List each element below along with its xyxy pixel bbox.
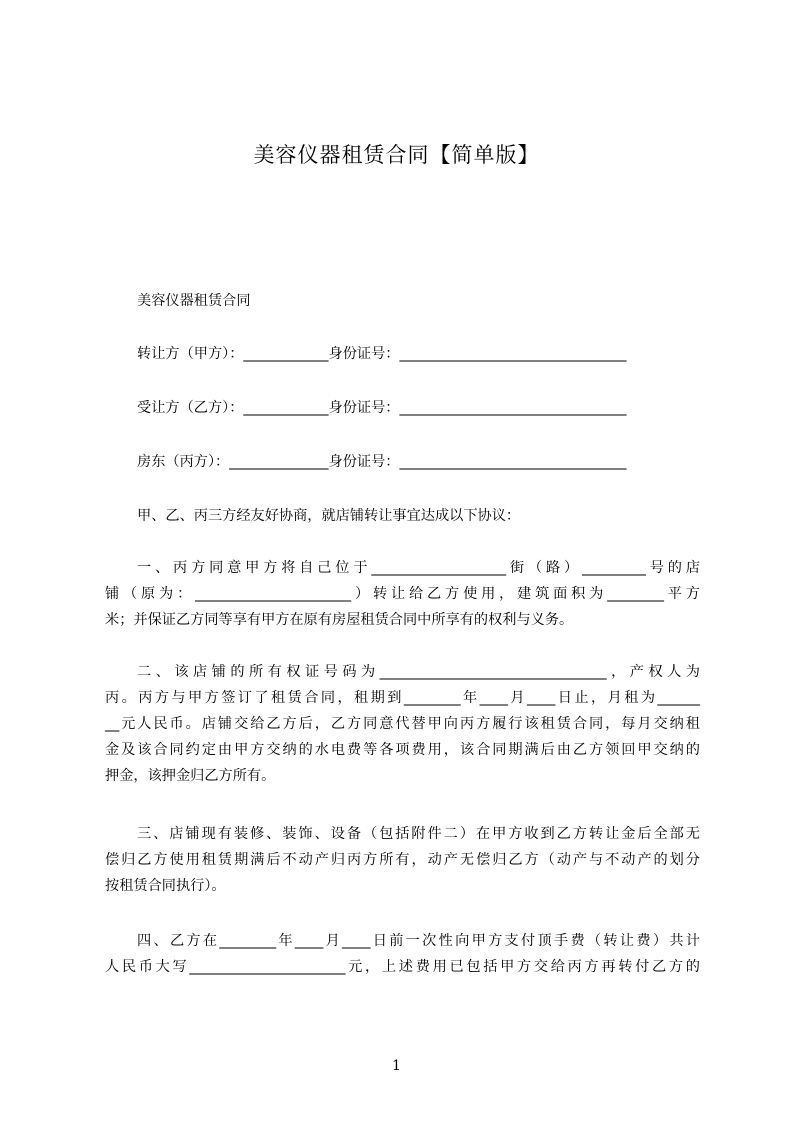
clause-1-line: 铺（原为：______________________）转让给乙方使用，建筑面积为________平方 [105, 586, 700, 602]
clause-2-line: 丙。丙方与甲方签订了租赁合同，租期到________年____月____日止，月租为______ [105, 690, 700, 706]
clause-3-line: 偿归乙方使用租赁期满后不动产归丙方所有，动产无偿归乙方（动产与不动产的划分 [105, 852, 700, 868]
intro-paragraph: 甲、乙、丙三方经友好协商，就店铺转让事宜达成以下协议： [137, 508, 521, 524]
clause-3-line: 按租赁合同执行）。 [105, 878, 226, 894]
page-number: 1 [392, 1058, 401, 1074]
party-b-line: 受让方（乙方）：____________身份证号：________________________________ [137, 400, 627, 416]
document-title: 美容仪器租赁合同【简单版】 [253, 143, 540, 167]
clause-2-line: 二、该店铺的所有权证号码为________________________________，产权人为 [137, 664, 700, 680]
document-subtitle: 美容仪器租赁合同 [137, 293, 251, 309]
party-c-line: 房东（丙方）：______________身份证号：________________________________ [137, 454, 627, 470]
clause-2-line: 押金，该押金归乙方所有。 [105, 768, 276, 784]
clause-1-line: 米；并保证乙方同等享有甲方在原有房屋租赁合同中所享有的权利与义务。 [105, 612, 574, 628]
clause-2-line: __元人民币。店铺交给乙方后，乙方同意代替甲向丙方履行该租赁合同，每月交纳租 [105, 716, 700, 732]
clause-1-line: 一、丙方同意甲方将自己位于___________________街（路）_________号的店 [137, 560, 700, 576]
party-a-line: 转让方（甲方）：____________身份证号：________________________________ [137, 346, 627, 362]
clause-4-line: 人民币大写______________________元，上述费用已包括甲方交给丙方再转付乙方的 [105, 959, 700, 975]
clause-3-line: 三、店铺现有装修、装饰、设备（包括附件二）在甲方收到乙方转让金后全部无 [137, 826, 700, 842]
clause-2-line: 金及该合同约定由甲方交纳的水电费等各项费用，该合同期满后由乙方领回甲交纳的 [105, 742, 700, 758]
clause-4-line: 四、乙方在________年____月____日前一次性向甲方支付顶手费（转让费）共计 [137, 933, 700, 949]
